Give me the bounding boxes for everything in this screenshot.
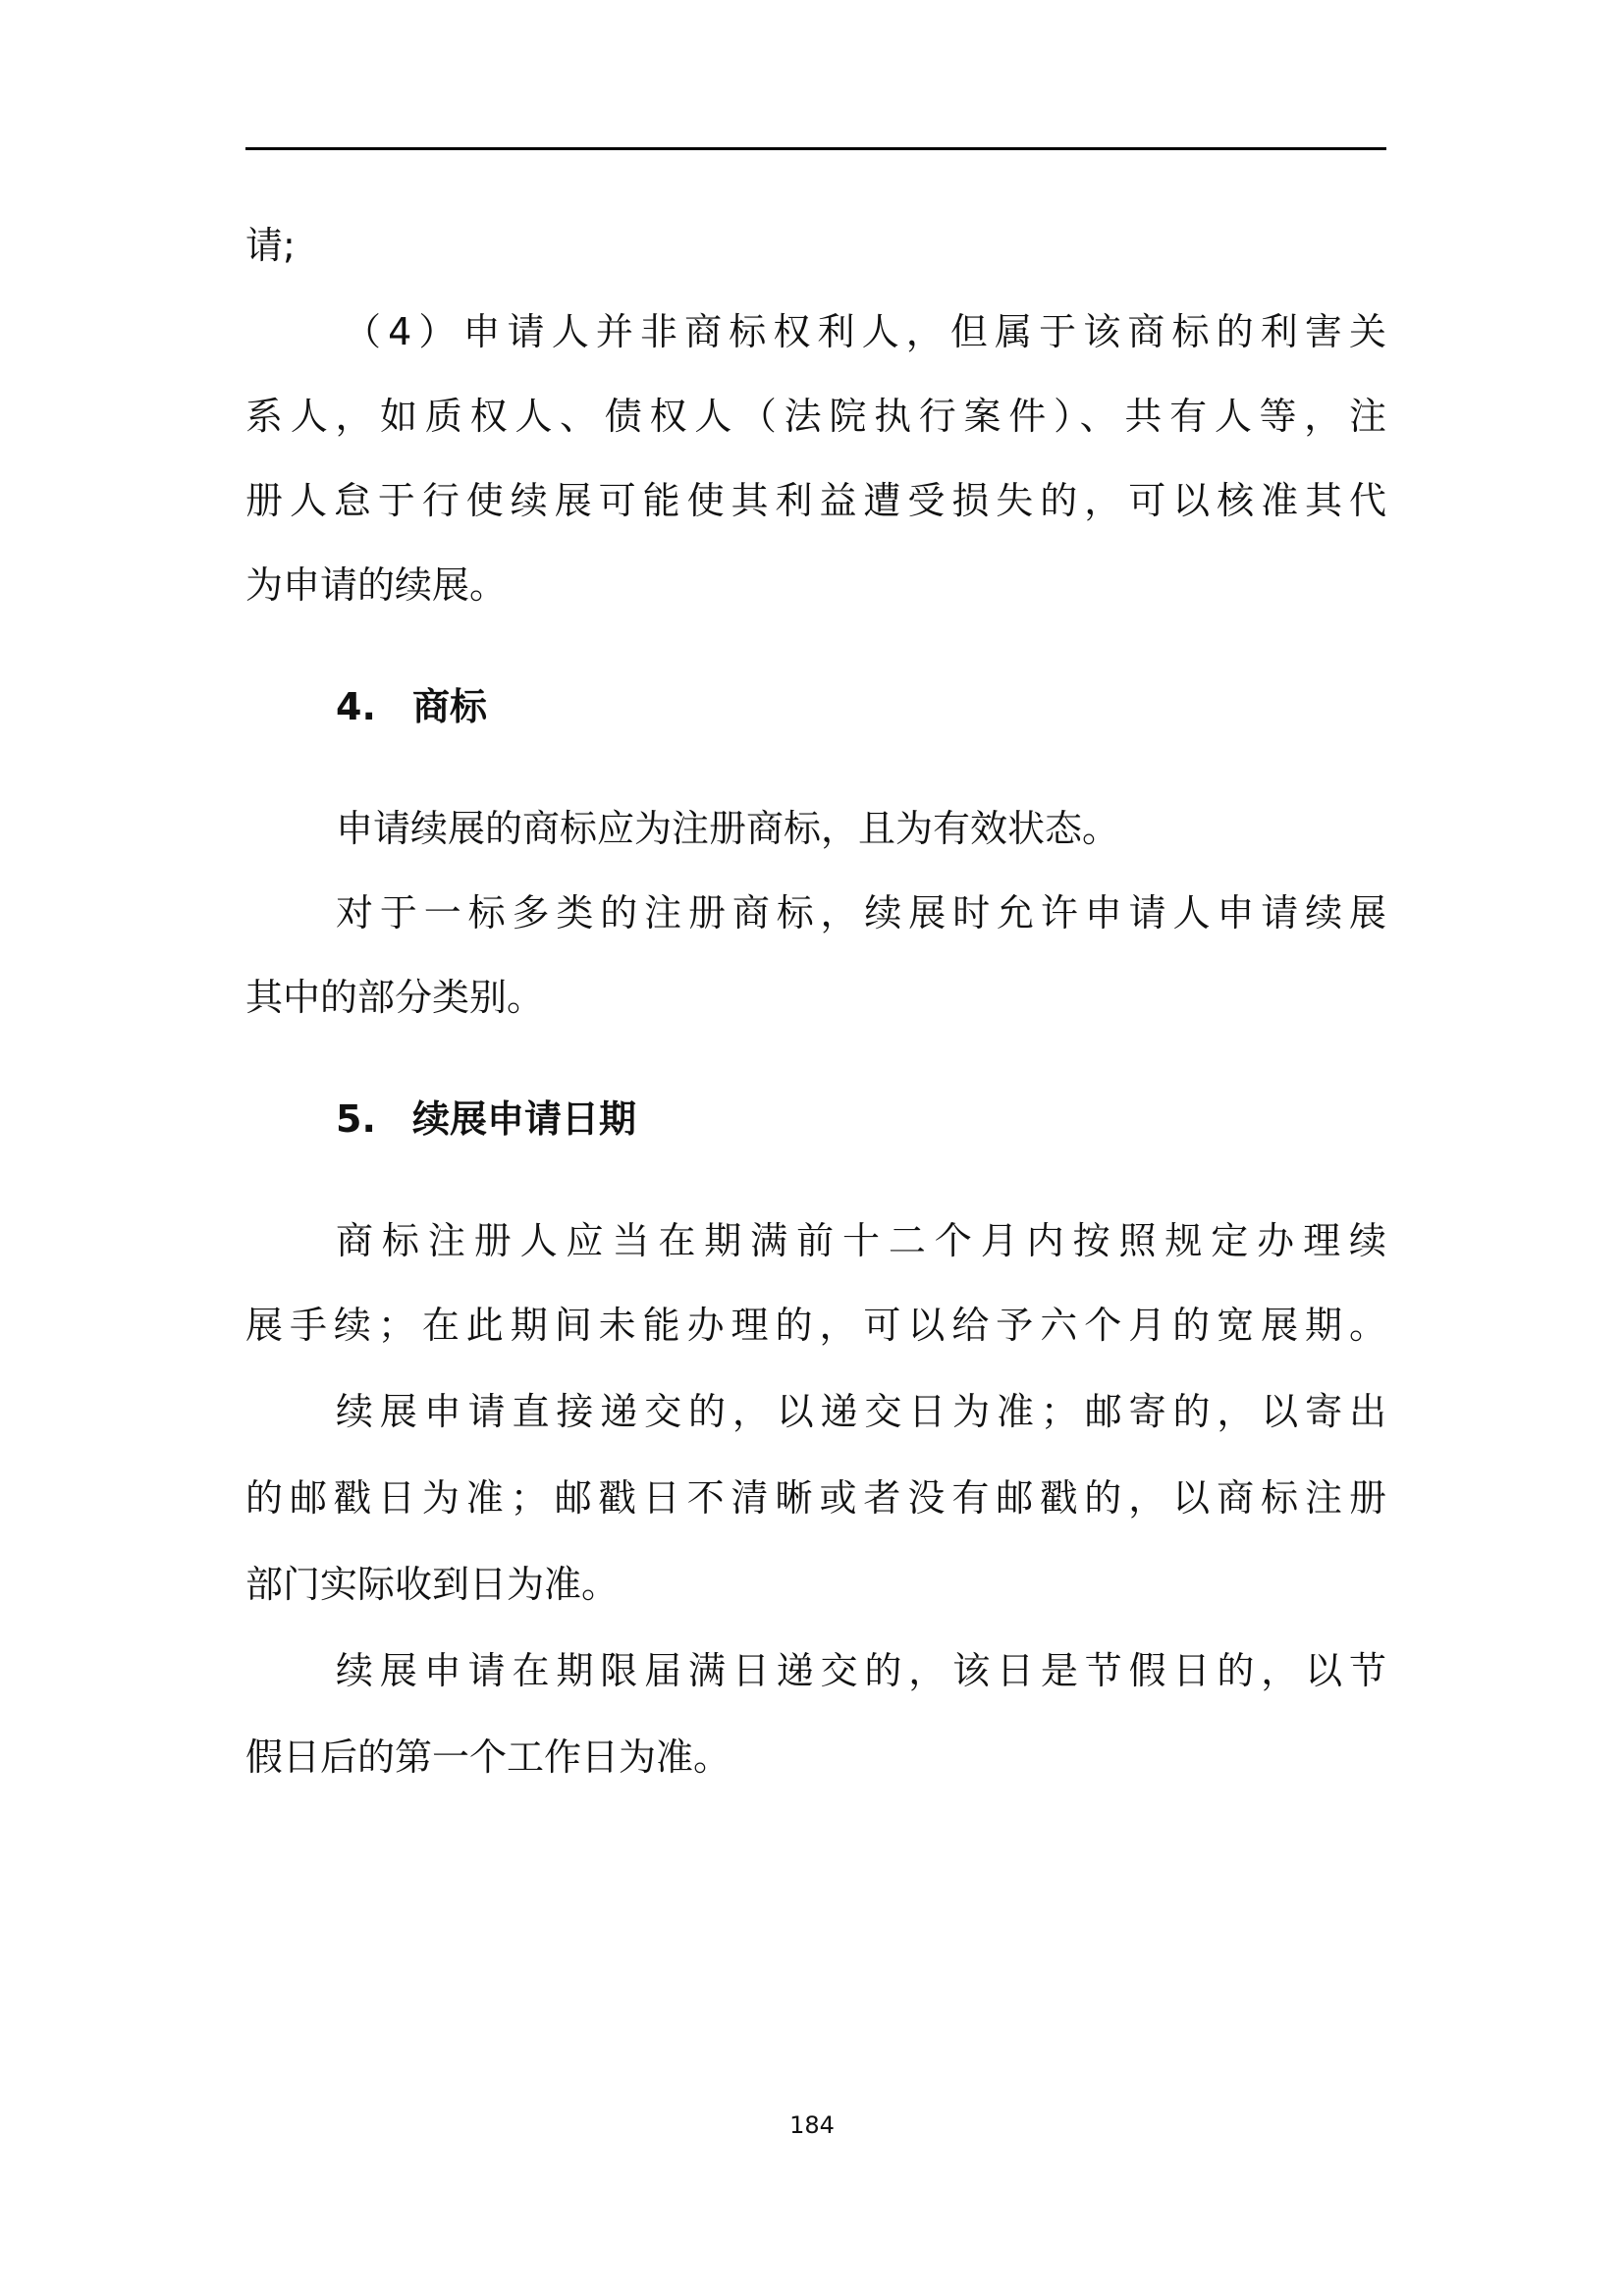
continuation-line: 请; [245, 224, 296, 267]
paragraph-line: 展手续；在此期间未能办理的，可以给予六个月的宽展期。 [245, 1304, 1386, 1347]
section-number: 4. [336, 685, 376, 728]
section-title: 商标 [412, 685, 488, 728]
item4-line-1: （4）申请人并非商标权利人，但属于该商标的利害关 [344, 310, 1386, 353]
paragraph-line: 对于一标多类的注册商标，续展时允许申请人申请续展 [336, 891, 1386, 934]
section-number: 5. [336, 1097, 376, 1141]
paragraph-line: 商标注册人应当在期满前十二个月内按照规定办理续 [336, 1219, 1386, 1262]
section-title: 续展申请日期 [412, 1097, 637, 1141]
paragraph-line: 续展申请直接递交的，以递交日为准；邮寄的，以寄出 [336, 1390, 1386, 1433]
item4-line-2: 系人，如质权人、债权人（法院执行案件）、共有人等，注 [245, 395, 1386, 438]
paragraph-line: 假日后的第一个工作日为准。 [245, 1735, 731, 1779]
page-number: 184 [789, 2111, 835, 2139]
paragraph-line: 续展申请在期限届满日递交的，该日是节假日的，以节 [336, 1649, 1386, 1692]
paragraph-line: 申请续展的商标应为注册商标，且为有效状态。 [336, 807, 1120, 850]
header-rule [245, 147, 1386, 150]
item4-line-4: 为申请的续展。 [245, 563, 508, 607]
section-heading-5 [336, 1094, 636, 1145]
paragraph-line: 其中的部分类别。 [245, 976, 545, 1019]
paragraph-line: 的邮戳日为准；邮戳日不清晰或者没有邮戳的，以商标注册 [245, 1476, 1386, 1520]
item4-line-3: 册人怠于行使续展可能使其利益遭受损失的，可以核准其代 [245, 479, 1386, 522]
paragraph-line: 部门实际收到日为准。 [245, 1563, 620, 1606]
section-heading-4 [336, 681, 487, 732]
